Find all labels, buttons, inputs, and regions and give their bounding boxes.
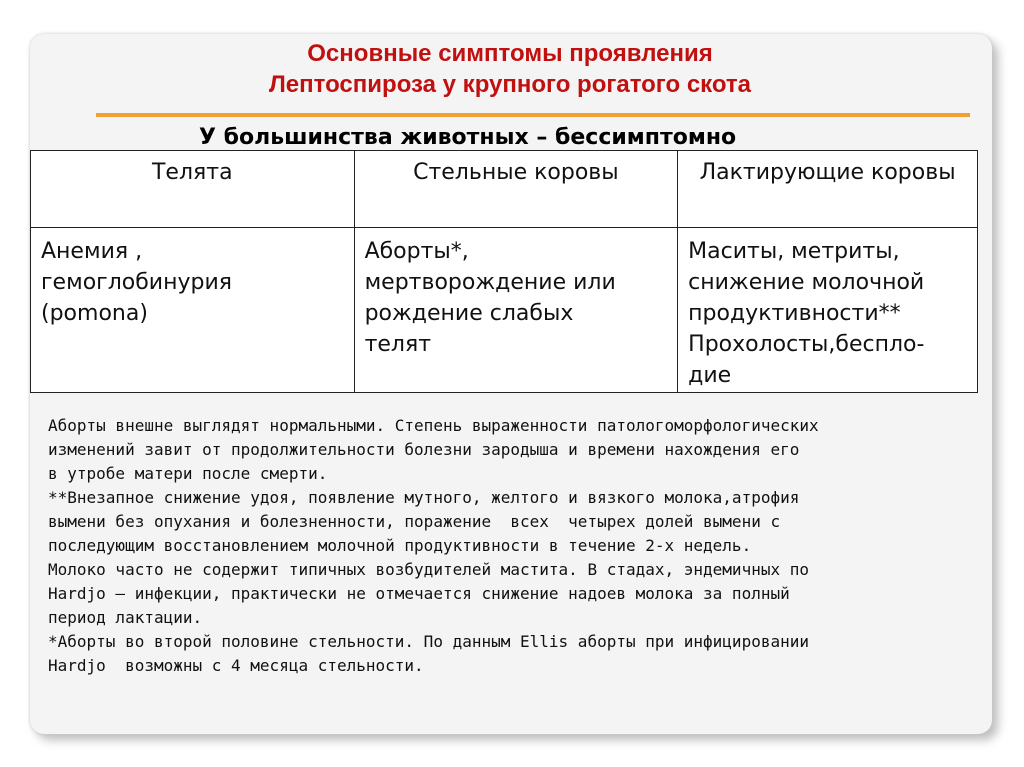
header-pregnant-cows: Стельные коровы	[354, 151, 678, 228]
footnotes	[48, 414, 1008, 678]
subtitle: У большинства животных – бессимптомно	[199, 125, 737, 150]
cell-line: снижение молочной	[688, 270, 925, 295]
cell-line: дие	[688, 363, 732, 388]
cell-line: Прохолосты,беспло-	[688, 332, 925, 357]
note-line: в утробе матери после смерти.	[48, 464, 328, 483]
cell-lactating-cows	[678, 228, 978, 393]
symptoms-table	[30, 150, 978, 393]
header-calves: Телята	[31, 151, 355, 228]
note-line: Hardjo возможны с 4 месяца стельности.	[48, 656, 424, 675]
cell-calves	[31, 228, 355, 393]
cell-pregnant-cows	[354, 228, 678, 393]
note-line: Аборты внешне выглядят нормальными. Степень выраженности патологоморфологических	[48, 416, 819, 435]
cell-line: Аборты*,	[364, 239, 469, 264]
table-header-row	[31, 151, 978, 228]
cell-line: продуктивности**	[688, 301, 901, 326]
header-lactating-cows: Лактирующие коровы	[678, 151, 978, 228]
note-line: вымени без опухания и болезненности, поражение всех четырех долей вымени с	[48, 512, 781, 531]
cell-line: Маситы, метриты,	[688, 239, 900, 264]
title-line-2: Лептоспироза у крупного рогатого скота	[268, 71, 752, 98]
cell-line: (pomona)	[41, 301, 148, 326]
note-line: период лактации.	[48, 608, 203, 627]
cell-line: Анемия ,	[41, 239, 143, 264]
note-line: *Аборты во второй половине стельности. По данным Ellis аборты при инфицировании	[48, 632, 809, 651]
note-line: Hardjo – инфекции, практически не отмечается снижение надоев молока за полный	[48, 584, 790, 603]
table-row	[31, 228, 978, 393]
slide-title	[100, 38, 920, 100]
note-line: **Внезапное снижение удоя, появление мутного, желтого и вязкого молока,атрофия	[48, 488, 800, 507]
cell-line: телят	[364, 332, 432, 357]
title-divider	[96, 113, 970, 117]
note-line: Молоко часто не содержит типичных возбудителей мастита. В стадах, эндемичных по	[48, 560, 809, 579]
cell-line: рождение слабых	[364, 301, 574, 326]
cell-line: мертворождение или	[364, 270, 616, 295]
cell-line: гемоглобинурия	[41, 270, 232, 295]
note-line: изменений завит от продолжительности болезни зародыша и времени нахождения его	[48, 440, 800, 459]
title-line-1: Основные симптомы проявления	[307, 40, 713, 67]
note-line: последующим восстановлением молочной продуктивности в течение 2-х недель.	[48, 536, 752, 555]
